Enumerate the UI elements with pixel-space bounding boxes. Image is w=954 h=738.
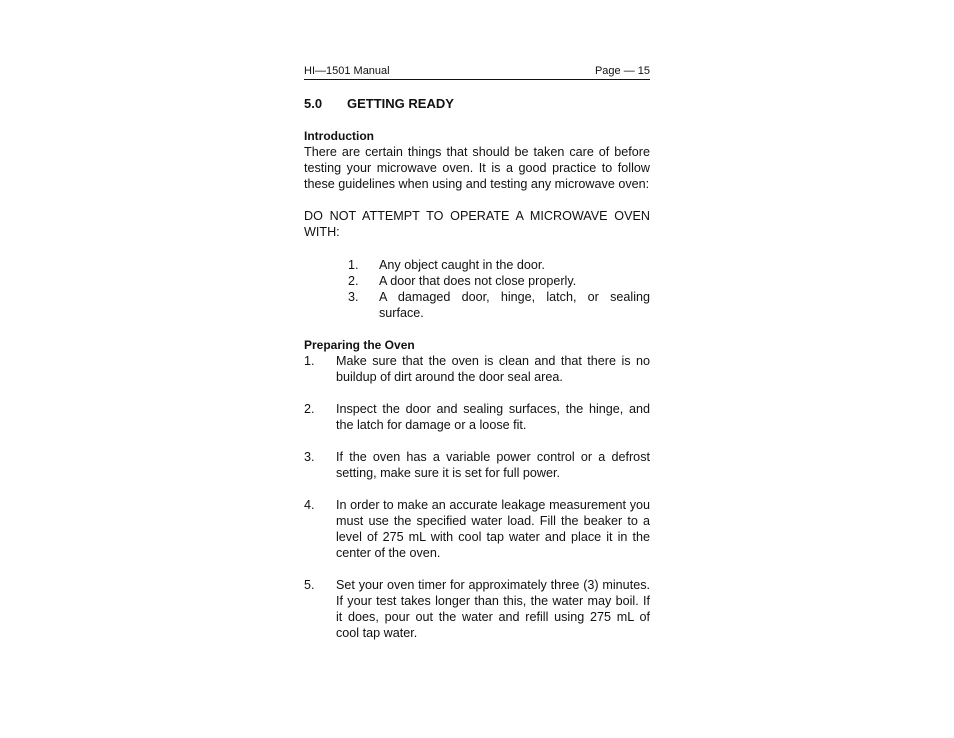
preparing-list bbox=[304, 353, 650, 641]
list-item-text: A damaged door, hinge, latch, or sealing surface. bbox=[379, 290, 650, 320]
running-header bbox=[304, 64, 650, 80]
section-number: 5.0 bbox=[304, 96, 323, 111]
list-item-text: In order to make an accurate leakage measurement you must use the specified water load. Fill the beaker to a level of 275 mL with cool tap water and place it in the center of the oven. bbox=[336, 498, 650, 560]
list-item bbox=[304, 577, 650, 641]
warning-list bbox=[304, 257, 650, 321]
warning-paragraph: DO NOT ATTEMPT TO OPERATE A MICROWAVE OVEN WITH: bbox=[304, 209, 650, 239]
list-item-number: 2. bbox=[348, 274, 359, 288]
manual-page bbox=[304, 64, 650, 641]
section-title: GETTING READY bbox=[347, 96, 454, 111]
list-item bbox=[348, 289, 650, 321]
list-item-number: 3. bbox=[348, 290, 359, 304]
list-item-number: 5. bbox=[304, 578, 315, 592]
list-item-number: 4. bbox=[304, 498, 315, 512]
list-item-number: 1. bbox=[348, 258, 359, 272]
list-item bbox=[348, 257, 650, 273]
list-item-text: Make sure that the oven is clean and that there is no buildup of dirt around the door seal area. bbox=[336, 354, 650, 384]
list-item-text: A door that does not close properly. bbox=[379, 274, 577, 288]
list-item-text: If the oven has a variable power control or a defrost setting, make sure it is set for full power. bbox=[336, 450, 650, 480]
list-item-text: Any object caught in the door. bbox=[379, 258, 545, 272]
list-item-text: Inspect the door and sealing surfaces, the hinge, and the latch for damage or a loose fit. bbox=[336, 402, 650, 432]
list-item bbox=[348, 273, 650, 289]
section-heading bbox=[304, 96, 650, 112]
list-item bbox=[304, 401, 650, 433]
list-item-text: Set your oven timer for approximately three (3) minutes. If your test takes longer than this, the water may boil. If it does, pour out the water and refill using 275 mL of cool tap water. bbox=[336, 578, 650, 640]
introduction-heading: Introduction bbox=[304, 129, 374, 143]
list-item-number: 3. bbox=[304, 450, 315, 464]
manual-title: HI—1501 Manual bbox=[304, 65, 390, 77]
list-item bbox=[304, 449, 650, 481]
page-number: Page — 15 bbox=[594, 65, 650, 77]
list-item bbox=[304, 497, 650, 561]
list-item-number: 1. bbox=[304, 354, 315, 368]
preparing-heading: Preparing the Oven bbox=[304, 338, 415, 352]
list-item bbox=[304, 353, 650, 385]
list-item-number: 2. bbox=[304, 402, 315, 416]
introduction-paragraph: There are certain things that should be taken care of before testing your microwave oven. It is a good practice to follow these guidelines when using and testing any microwave oven: bbox=[304, 145, 650, 191]
